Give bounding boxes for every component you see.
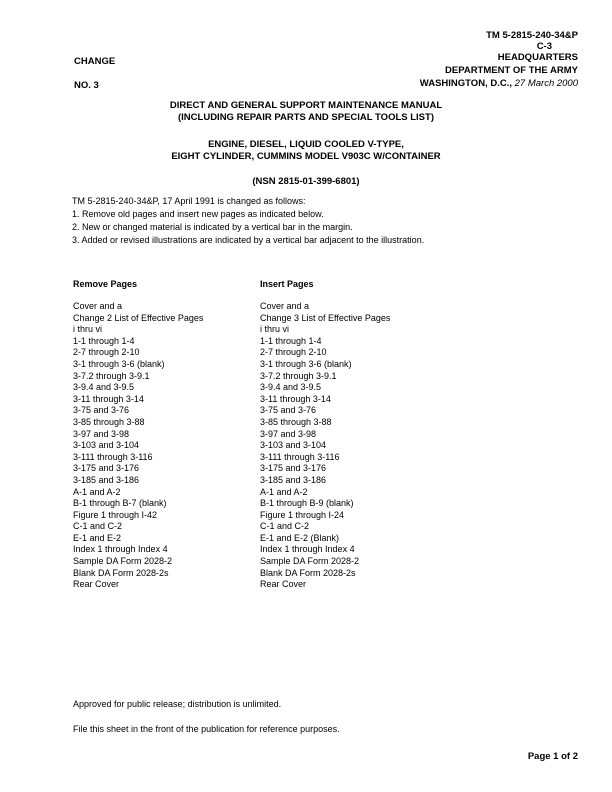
title-line-1: DIRECT AND GENERAL SUPPORT MAINTENANCE MANUAL: [169, 100, 443, 111]
date: 27 March 2000: [514, 78, 578, 89]
list-item: 1-1 through 1-4: [260, 335, 322, 346]
page-number: Page 1 of 2: [527, 751, 578, 762]
list-item: E-1 and E-2: [73, 532, 122, 543]
headquarters: HEADQUARTERS: [497, 52, 578, 63]
list-item: Change 2 List of Effective Pages: [73, 312, 204, 323]
list-item: 3-1 through 3-6 (blank): [260, 358, 352, 369]
list-item: Change 3 List of Effective Pages: [260, 312, 391, 323]
intro-item-1: 1. Remove old pages and insert new pages as indicated below.: [72, 209, 324, 219]
insert-pages-header: Insert Pages: [260, 279, 314, 289]
change-label: CHANGE: [74, 56, 116, 67]
list-item: Figure 1 through I-42: [73, 509, 158, 520]
list-item: i thru vi: [260, 324, 290, 335]
remove-pages-list: [73, 301, 203, 591]
list-item: 3-9.4 and 3-9.5: [73, 382, 135, 393]
list-item: Rear Cover: [260, 579, 307, 590]
list-item: Rear Cover: [73, 579, 120, 590]
list-item: 3-9.4 and 3-9.5: [260, 382, 322, 393]
list-item: 3-103 and 3-104: [73, 440, 140, 451]
change-code: C-3: [536, 41, 552, 52]
list-item: Sample DA Form 2028-2: [73, 556, 173, 567]
list-item: 3-75 and 3-76: [260, 405, 317, 416]
list-item: 3-1 through 3-6 (blank): [73, 358, 165, 369]
list-item: A-1 and A-2: [260, 486, 308, 497]
list-item: Index 1 through Index 4: [73, 544, 168, 555]
list-item: C-1 and C-2: [73, 521, 123, 532]
list-item: C-1 and C-2: [260, 521, 310, 532]
list-item: 3-111 through 3-116: [260, 451, 340, 462]
location: WASHINGTON, D.C.,: [419, 78, 512, 89]
list-item: Figure 1 through I-24: [260, 509, 345, 520]
list-item: Cover and a: [260, 301, 310, 311]
list-item: 3-7.2 through 3-9.1: [260, 370, 337, 381]
change-number: NO. 3: [74, 80, 99, 91]
list-item: 3-85 through 3-88: [73, 416, 145, 427]
title-line-3: ENGINE, DIESEL, LIQUID COOLED V-TYPE,: [208, 139, 404, 150]
department: DEPARTMENT OF THE ARMY: [445, 65, 578, 76]
list-item: Blank DA Form 2028-2s: [260, 567, 356, 578]
list-item: 3-185 and 3-186: [260, 474, 327, 485]
approval-statement: Approved for public release; distribution is unlimited.: [73, 699, 282, 709]
file-note: File this sheet in the front of the publication for reference purposes.: [73, 724, 340, 734]
list-item: i thru vi: [73, 324, 103, 335]
list-item: 3-85 through 3-88: [260, 416, 332, 427]
list-item: 2-7 through 2-10: [260, 347, 327, 358]
insert-pages-list: [260, 301, 390, 591]
list-item: Cover and a: [73, 301, 123, 311]
list-item: B-1 through B-9 (blank): [260, 498, 354, 509]
nsn: (NSN 2815-01-399-6801): [252, 176, 360, 187]
tm-number: TM 5-2815-240-34&P: [486, 30, 578, 41]
list-item: 3-75 and 3-76: [73, 405, 130, 416]
list-item: B-1 through B-7 (blank): [73, 498, 167, 509]
list-item: 3-11 through 3-14: [260, 393, 331, 404]
list-item: 3-111 through 3-116: [73, 451, 153, 462]
list-item: Sample DA Form 2028-2: [260, 556, 360, 567]
title-line-4: EIGHT CYLINDER, CUMMINS MODEL V903C W/CONTAINER: [171, 151, 441, 162]
list-item: 3-97 and 3-98: [73, 428, 130, 439]
list-item: 3-11 through 3-14: [73, 393, 144, 404]
location-date: [420, 78, 578, 89]
title-line-2: (INCLUDING REPAIR PARTS AND SPECIAL TOOLS LIST): [178, 112, 434, 123]
list-item: Blank DA Form 2028-2s: [73, 567, 169, 578]
intro-statement: TM 5-2815-240-34&P, 17 April 1991 is changed as follows:: [72, 196, 306, 206]
list-item: 3-103 and 3-104: [260, 440, 327, 451]
list-item: 3-175 and 3-176: [73, 463, 140, 474]
list-item: Index 1 through Index 4: [260, 544, 355, 555]
intro-item-3: 3. Added or revised illustrations are indicated by a vertical bar adjacent to the illustration.: [72, 235, 425, 245]
list-item: 3-97 and 3-98: [260, 428, 317, 439]
list-item: E-1 and E-2 (Blank): [260, 532, 340, 543]
list-item: 3-7.2 through 3-9.1: [73, 370, 150, 381]
list-item: A-1 and A-2: [73, 486, 121, 497]
intro-item-2: 2. New or changed material is indicated by a vertical bar in the margin.: [72, 222, 353, 232]
list-item: 1-1 through 1-4: [73, 335, 135, 346]
list-item: 2-7 through 2-10: [73, 347, 140, 358]
list-item: 3-175 and 3-176: [260, 463, 327, 474]
list-item: 3-185 and 3-186: [73, 474, 140, 485]
remove-pages-header: Remove Pages: [73, 279, 138, 289]
